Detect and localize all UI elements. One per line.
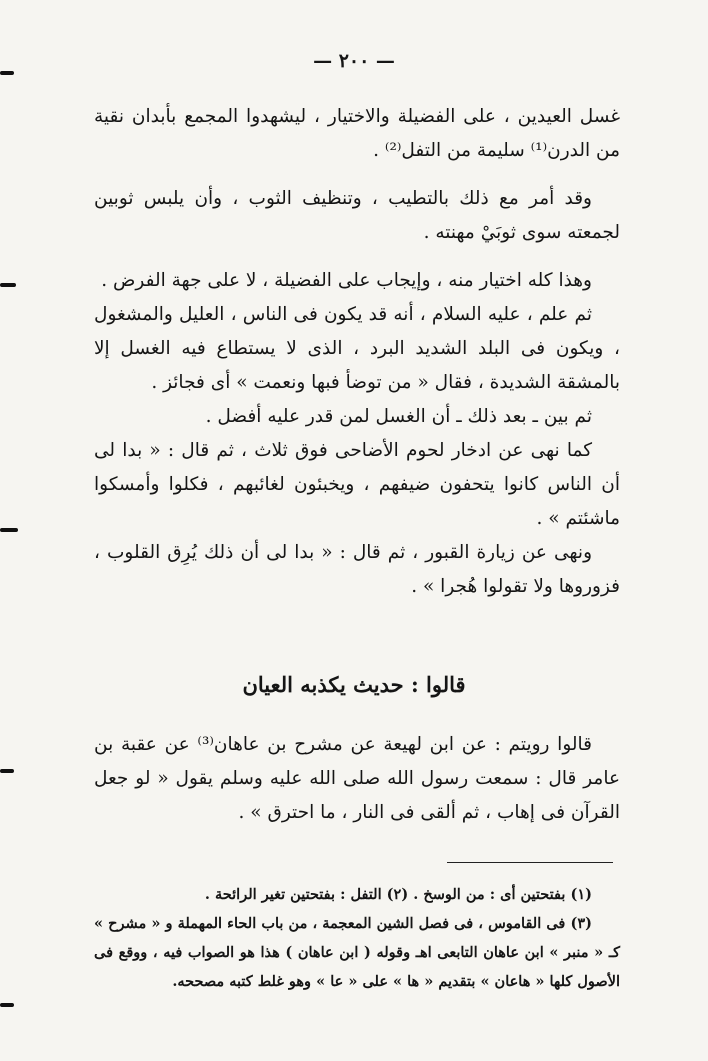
scan-margin-mark [0, 283, 16, 287]
footnote-divider [447, 862, 613, 863]
footnotes [94, 880, 620, 996]
paragraph-5: ثم بين ـ بعد ذلك ـ أن الغسل لمن قدر عليه أفضل . [205, 406, 592, 427]
section-paragraph: قالوا رويتم : عن ابن لهيعة عن مشرح بن عاهان⁽³⁾ عن عقبة بن عامر قال : سمعت رسول الله صلى الله عليه وسلم يقول « لو جعل القرآن فى إهاب ، ثم ألقى فى النار ، ما احترق » . [94, 734, 620, 823]
scan-margin-mark [0, 528, 18, 532]
footnote-3: (٣) فى القاموس ، فى فصل الشين المعجمة ، من باب الحاء المهملة و « مشرح » كـ « منبر » ابن عاهان التابعى اهـ وقوله ( ابن عاهان ) هذا هو الصواب فيه ، ووقع فى الأصول كلها « هاعان » بتقديم « ها » على « عا » وهو غلط كتبه مصححه. [94, 915, 620, 990]
paragraph-2: وقد أمر مع ذلك بالتطيب ، وتنظيف الثوب ، وأن يلبس ثوبين لجمعته سوى ثوبَيْ مهنته . [94, 188, 620, 243]
section-heading: قالوا : حديث يكذبه العيان [242, 672, 466, 697]
paragraph-7: ونهى عن زيارة القبور ، ثم قال : « بدا لى أن ذلك يُرِق القلوب ، فزوروها ولا تقولوا هُجرا » . [94, 542, 620, 597]
paragraph-1: غسل العيدين ، على الفضيلة والاختيار ، ليشهدوا المجمع بأبدان نقية من الدرن⁽¹⁾ سليمة من التفل⁽²⁾ . [94, 106, 620, 161]
paragraph-6: كما نهى عن ادخار لحوم الأضاحى فوق ثلاث ، ثم قال : « بدا لى أن الناس كانوا يتحفون ضيفهم ، ويخبئون لغائبهم ، فكلوا وأمسكوا ماشئتم » . [94, 440, 620, 529]
section-text [94, 728, 620, 830]
footnote-1-2: (١) بفتحتين أى : من الوسخ . (٢) التفل : بفتحتين تغير الرائحة . [204, 886, 592, 903]
paragraph-4: ثم علم ، عليه السلام ، أنه قد يكون فى الناس ، العليل والمشغول ، ويكون فى البلد الشديد البرد ، الذى لا يستطاع فيه الغسل إلا بالمشقة الشديدة ، فقال « من توضأ فبها ونعمت » أى فجائز . [94, 304, 620, 393]
scan-margin-mark [0, 71, 14, 75]
scan-margin-mark [0, 769, 14, 773]
main-text [94, 100, 620, 604]
scan-margin-mark [0, 1003, 14, 1007]
page-number: — ٢٠٠ — [313, 50, 395, 72]
paragraph-3: وهذا كله اختيار منه ، وإيجاب على الفضيلة ، لا على جهة الفرض . [101, 270, 592, 291]
